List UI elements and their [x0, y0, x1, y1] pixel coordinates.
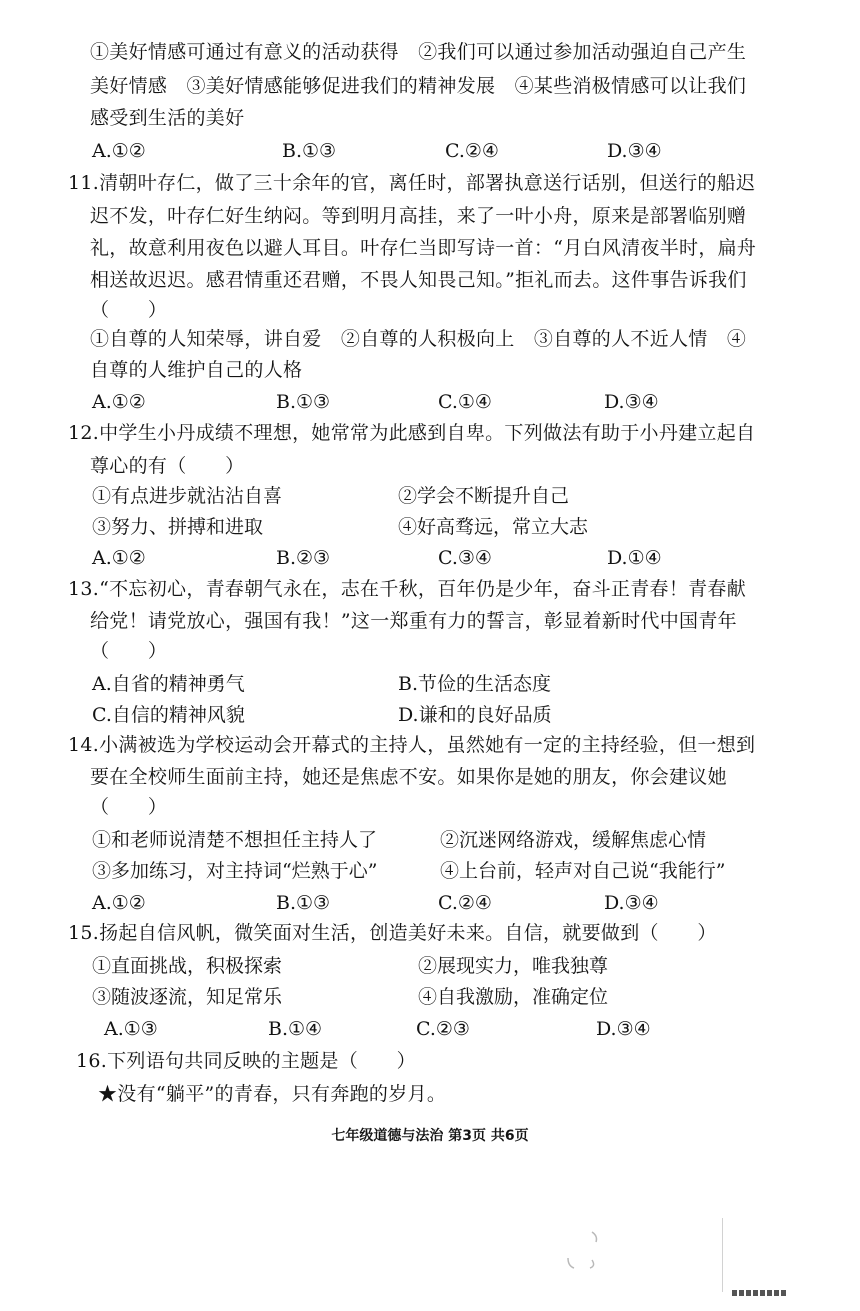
q11-option-a: A.①② [92, 391, 146, 413]
q11-stem-line1: 11.清朝叶存仁，做了三十余年的官，离任时，部署执意送行话别，但送行的船迟 [68, 172, 756, 194]
scan-artifact-mark [562, 1228, 602, 1270]
q14-item-4: ④上台前，轻声对自己说“我能行” [440, 860, 726, 882]
q15-option-a: A.①③ [104, 1018, 158, 1040]
q14-option-c: C.②④ [438, 892, 492, 914]
q12-item-1: ①有点进步就沾沾自喜 [92, 485, 283, 507]
q14-option-a: A.①② [92, 892, 146, 914]
q16-quote-1: ★没有“躺平”的青春，只有奔跑的岁月。 [98, 1083, 447, 1105]
q15-item-3: ③随波逐流，知足常乐 [92, 986, 283, 1008]
q10-items-line3: 感受到生活的美好 [90, 107, 245, 129]
q13-option-d: D.谦和的良好品质 [398, 704, 552, 726]
q10-option-a: A.①② [92, 140, 146, 162]
q12-option-d: D.①④ [607, 547, 662, 569]
q11-answer-blank: （ ） [90, 299, 168, 321]
q13-option-a: A.自省的精神勇气 [92, 673, 245, 695]
q15-item-1: ①直面挑战，积极探索 [92, 955, 283, 977]
q15-item-4: ④自我激励，准确定位 [418, 986, 609, 1008]
q13-stem-line2: 给党！请党放心，强国有我！”这一郑重有力的誓言，彰显着新时代中国青年 [90, 610, 737, 632]
page-footer: 七年级道德与法治 第3页 共6页 [331, 1128, 529, 1144]
q11-option-d: D.③④ [604, 391, 659, 413]
q11-stem-line4: 相送故迟迟。感君情重还君赠，不畏人知畏己知。”拒礼而去。这件事告诉我们 [90, 269, 747, 291]
q16-stem-line1: 16.下列语句共同反映的主题是（ ） [76, 1050, 416, 1072]
q12-option-a: A.①② [92, 547, 146, 569]
q10-option-c: C.②④ [445, 140, 499, 162]
q12-stem-line2: 尊心的有（ ） [90, 455, 245, 477]
q13-option-b: B.节俭的生活态度 [398, 673, 552, 695]
q10-option-d: D.③④ [607, 140, 662, 162]
q15-option-c: C.②③ [416, 1018, 470, 1040]
q14-stem-line2: 要在全校师生面前主持，她还是焦虑不安。如果你是她的朋友，你会建议她 [90, 766, 727, 788]
q10-items-line2: 美好情感 ③美好情感能够促进我们的精神发展 ④某些消极情感可以让我们 [90, 75, 747, 97]
q15-item-2: ②展现实力，唯我独尊 [418, 955, 609, 977]
q12-item-3: ③努力、拼搏和进取 [92, 516, 264, 538]
scan-artifact-line [722, 1218, 723, 1292]
q11-stem-line3: 礼，故意利用夜色以避人耳目。叶存仁当即写诗一首：“月白风清夜半时，扁舟 [90, 237, 757, 259]
q12-item-2: ②学会不断提升自己 [398, 485, 570, 507]
q12-item-4: ④好高骛远，常立大志 [398, 516, 589, 538]
q10-items-line1: ①美好情感可通过有意义的活动获得 ②我们可以通过参加活动强迫自己产生 [90, 41, 747, 63]
q13-stem-line1: 13.“不忘初心，青春朝气永在，志在千秋，百年仍是少年，奋斗正青春！青春献 [68, 578, 747, 600]
q11-option-b: B.①③ [276, 391, 331, 413]
q15-stem-line1: 15.扬起自信风帆，微笑面对生活，创造美好未来。自信，就要做到（ ） [68, 922, 717, 944]
q14-item-1: ①和老师说清楚不想担任主持人了 [92, 829, 378, 851]
q14-option-d: D.③④ [604, 892, 659, 914]
q13-option-c: C.自信的精神风貌 [92, 704, 245, 726]
q12-option-b: B.②③ [276, 547, 331, 569]
q15-option-b: B.①④ [268, 1018, 323, 1040]
q14-item-2: ②沉迷网络游戏，缓解焦虑心情 [440, 829, 707, 851]
q11-items-line2: 自尊的人维护自己的人格 [90, 359, 303, 381]
scan-artifact-bar [732, 1290, 788, 1296]
q11-items-line1: ①自尊的人知荣辱，讲自爱 ②自尊的人积极向上 ③自尊的人不近人情 ④ [90, 328, 747, 350]
q11-option-c: C.①④ [438, 391, 492, 413]
q15-option-d: D.③④ [596, 1018, 651, 1040]
q12-stem-line1: 12.中学生小丹成绩不理想，她常常为此感到自卑。下列做法有助于小丹建立起自 [68, 422, 756, 444]
q14-stem-line1: 14.小满被选为学校运动会开幕式的主持人，虽然她有一定的主持经验，但一想到 [68, 734, 756, 756]
q12-option-c: C.③④ [438, 547, 492, 569]
q14-option-b: B.①③ [276, 892, 331, 914]
q11-stem-line2: 迟不发，叶存仁好生纳闷。等到明月高挂，来了一叶小舟，原来是部署临别赠 [90, 205, 747, 227]
q13-answer-blank: （ ） [90, 640, 168, 662]
q10-option-b: B.①③ [282, 140, 337, 162]
q14-answer-blank: （ ） [90, 796, 168, 818]
q14-item-3: ③多加练习，对主持词“烂熟于心” [92, 860, 378, 882]
